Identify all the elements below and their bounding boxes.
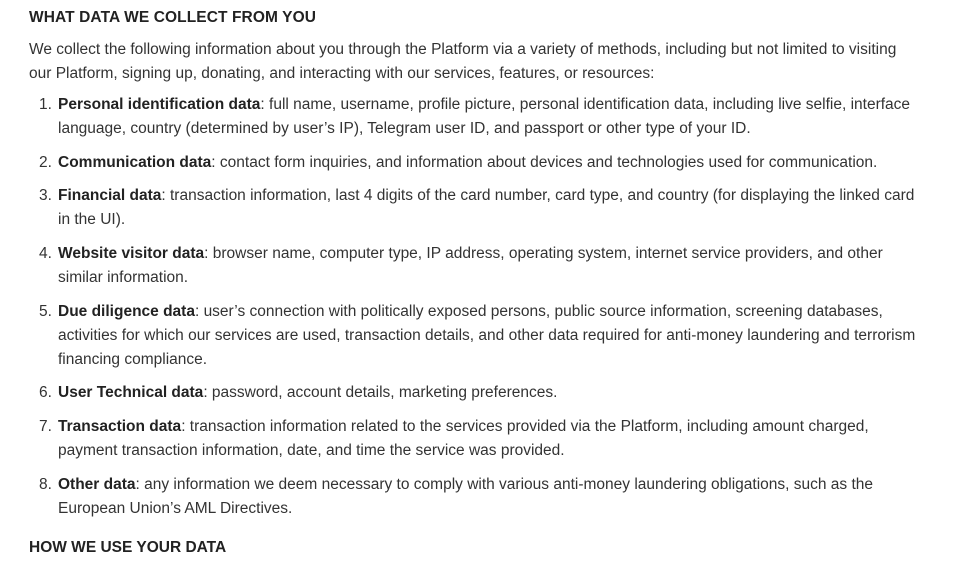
item-number: 3. bbox=[39, 187, 52, 205]
item-description: : full name, username, profile picture, personal identification data, including live selfie, interface language, country (determined by user’s IP), Telegram user ID, and passport or other type of your ID. bbox=[58, 96, 911, 137]
item-number: 2. bbox=[39, 153, 52, 171]
intro-paragraph: We collect the following information about you through the Platform via a variety of methods, including but not limited to visiting our Platform, signing up, donating, and interacting with our services, features, or resources: bbox=[29, 41, 897, 82]
list-item bbox=[29, 242, 920, 290]
item-term: Due diligence data bbox=[58, 302, 195, 320]
item-description: : contact form inquiries, and information about devices and technologies used for communication. bbox=[211, 153, 878, 171]
item-number: 4. bbox=[39, 245, 52, 263]
item-description: : transaction information, last 4 digits of the card number, card type, and country (for displaying the linked card in the UI). bbox=[58, 187, 915, 229]
item-description: : password, account details, marketing preferences. bbox=[203, 384, 558, 402]
item-number: 1. bbox=[39, 96, 52, 113]
item-description: : transaction information related to the services provided via the Platform, including amount charged, payment transaction information, date, and time the service was provided. bbox=[58, 418, 869, 460]
list-item bbox=[29, 184, 920, 232]
item-number: 7. bbox=[39, 418, 52, 436]
list-item bbox=[29, 415, 920, 463]
item-description: : any information we deem necessary to comply with various anti-money laundering obligations, such as the European Union’s AML Directives. bbox=[58, 475, 874, 517]
item-term: Financial data bbox=[58, 187, 162, 205]
section-heading-usage: HOW WE USE YOUR DATA bbox=[29, 539, 227, 556]
item-term: Personal identification data bbox=[58, 96, 261, 113]
item-number: 5. bbox=[39, 302, 52, 320]
list-item bbox=[29, 381, 920, 405]
list-item bbox=[29, 151, 920, 175]
section-heading-collect: WHAT DATA WE COLLECT FROM YOU bbox=[29, 9, 317, 26]
item-term: Other data bbox=[58, 475, 136, 493]
item-description: : browser name, computer type, IP address, operating system, internet service providers, and other similar information. bbox=[58, 245, 883, 287]
list-item bbox=[29, 93, 920, 141]
item-term: Transaction data bbox=[58, 418, 182, 436]
item-number: 6. bbox=[39, 384, 52, 402]
item-number: 8. bbox=[39, 475, 52, 493]
item-description: : user’s connection with politically exposed persons, public source information, screening databases, activities for which our services are used, transaction details, and other data required for anti-money laundering and terrorism financing compliance. bbox=[58, 302, 916, 368]
data-categories-list bbox=[29, 93, 929, 521]
item-term: User Technical data bbox=[58, 384, 204, 402]
item-term: Communication data bbox=[58, 153, 212, 171]
list-item bbox=[29, 300, 920, 372]
list-item bbox=[29, 473, 920, 521]
item-term: Website visitor data bbox=[58, 245, 205, 263]
